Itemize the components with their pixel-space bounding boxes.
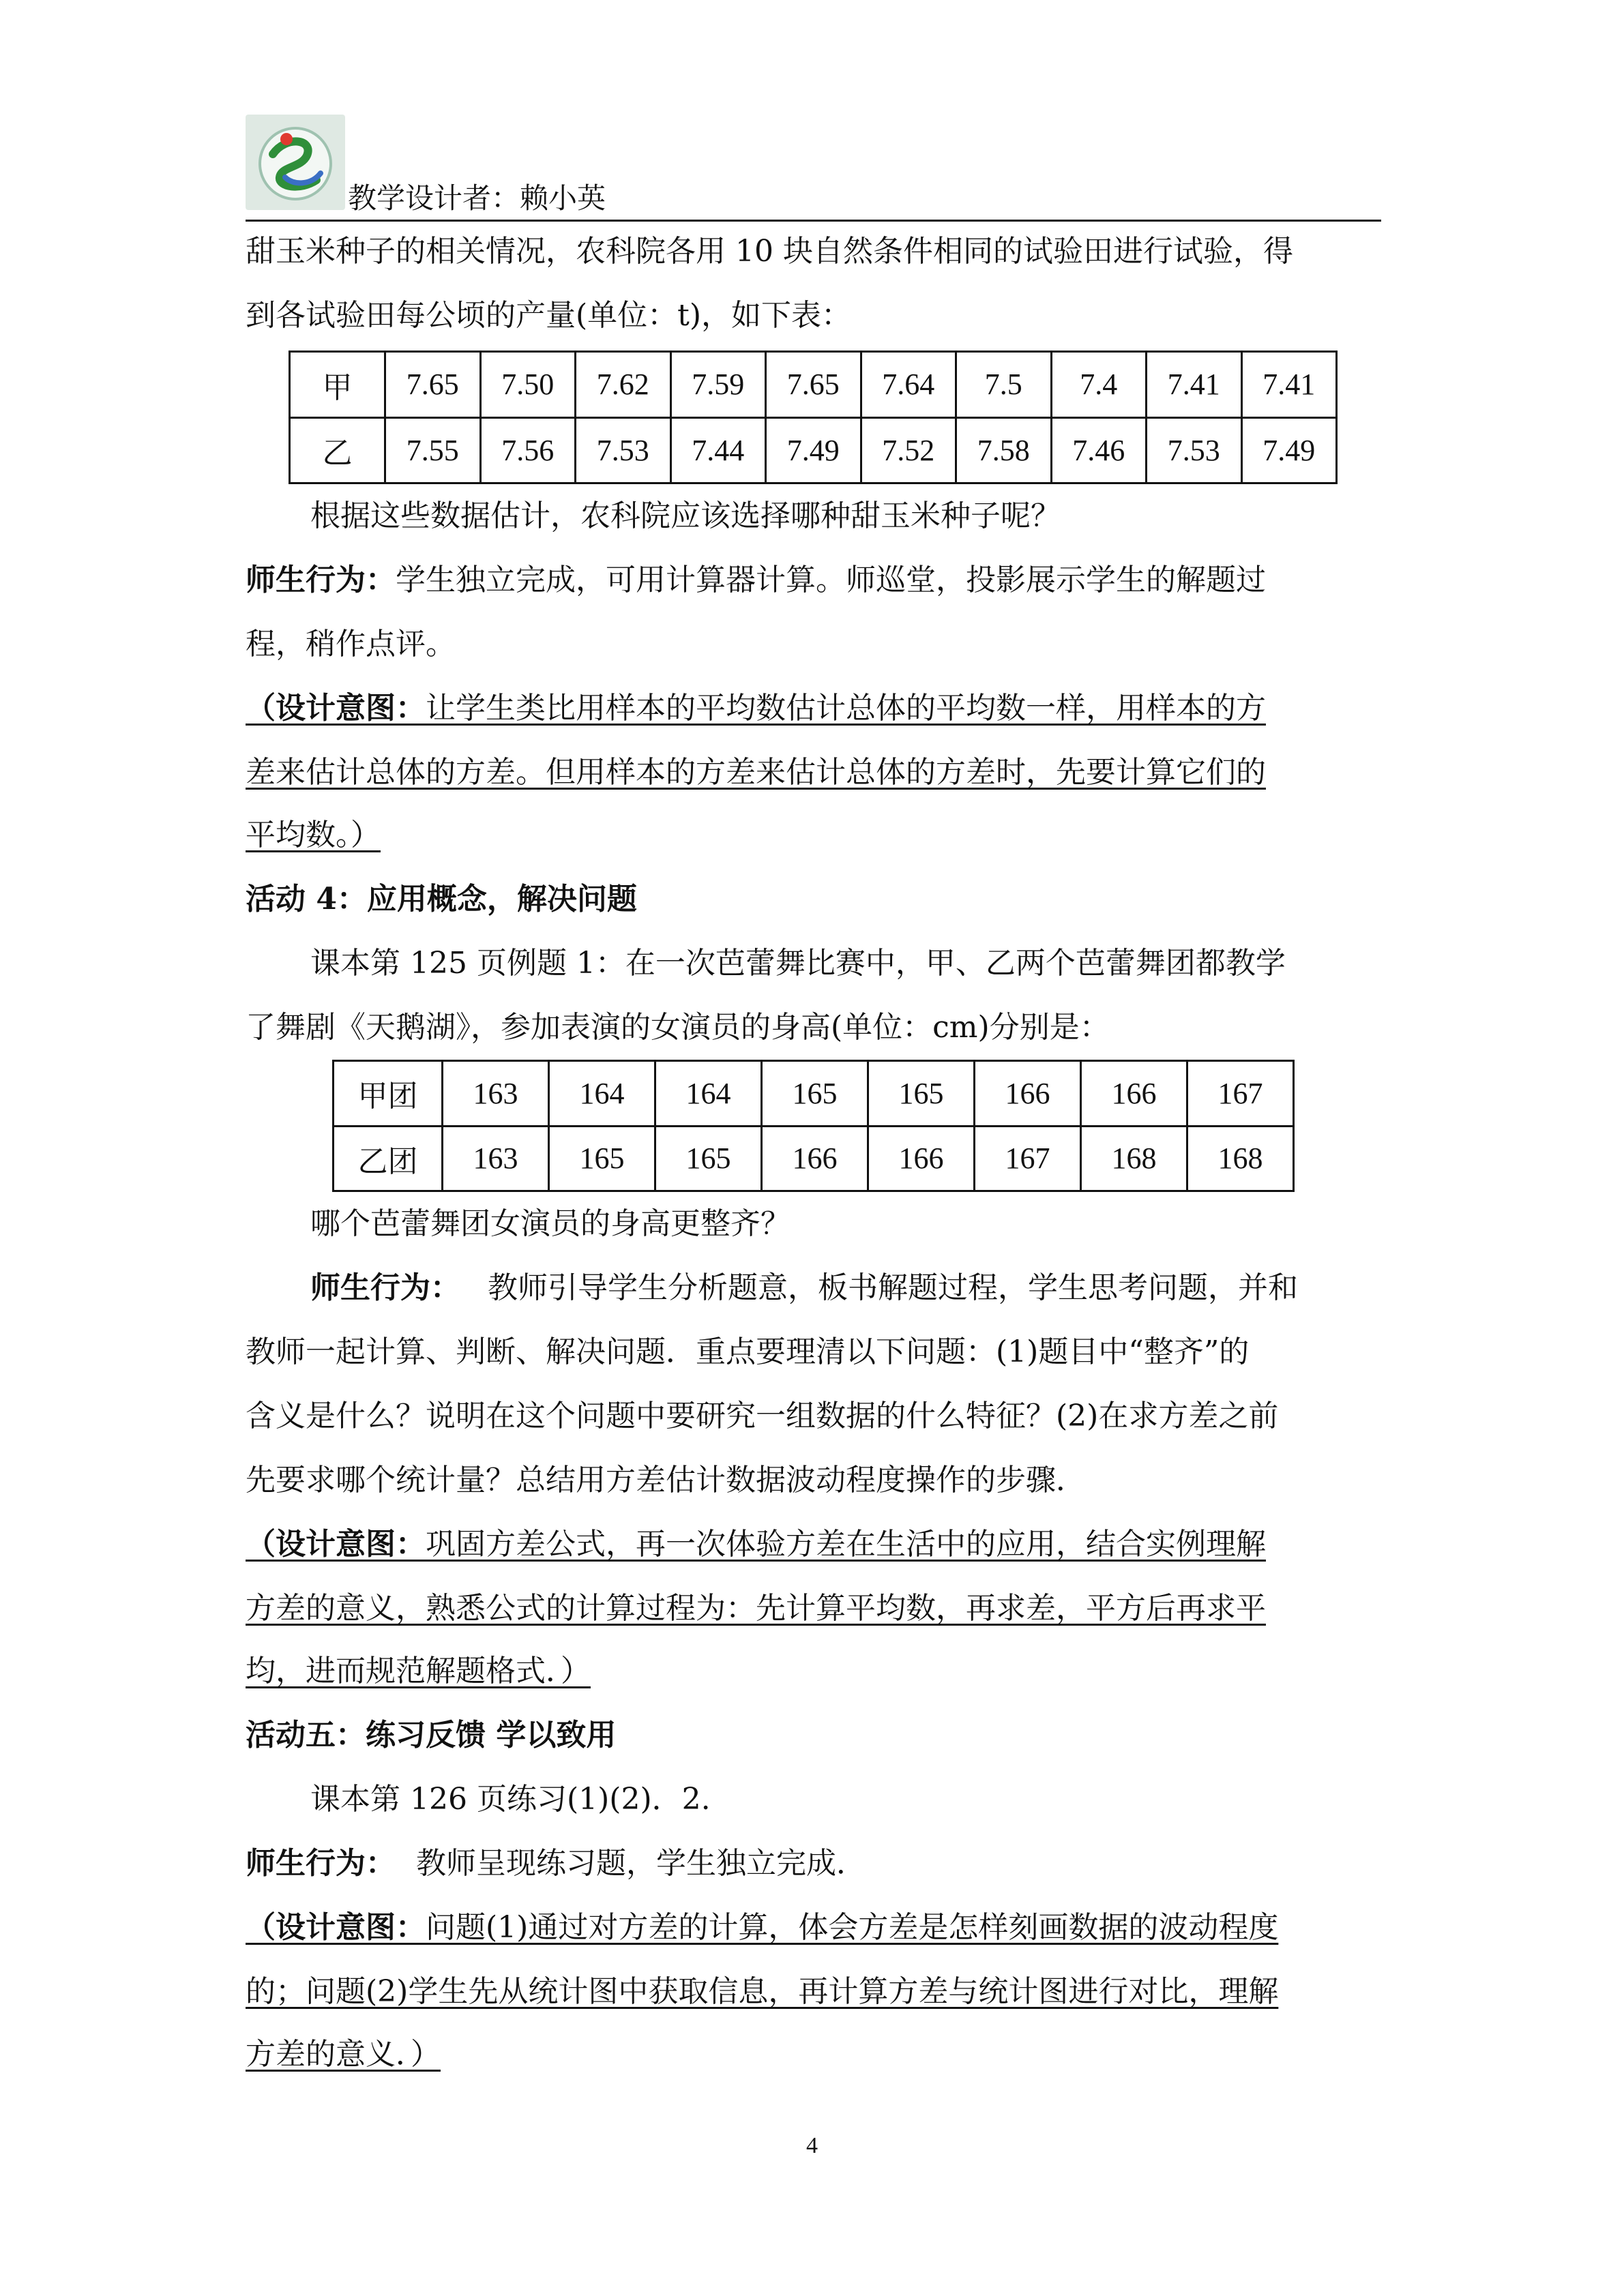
paragraph-text: 让学生类比用样本的平均数估计总体的平均数一样，用样本的方 (426, 691, 1266, 726)
row-label: 乙团 (334, 1126, 443, 1191)
behavior-label: 师生行为： (246, 563, 396, 597)
behavior-paragraph (310, 1268, 1381, 1308)
design-intent-label: （设计意图： (246, 1910, 426, 1945)
table-cell: 7.49 (766, 417, 861, 483)
table-row (334, 1126, 1294, 1191)
design-intent-label: （设计意图： (246, 691, 426, 726)
paragraph-line: 课本第 125 页例题 1：在一次芭蕾舞比赛中，甲、乙两个芭蕾舞团都教学 (310, 946, 1286, 981)
paragraph-line: 含义是什么？说明在这个问题中要研究一组数据的什么特征？(2)在求方差之前 (246, 1399, 1279, 1433)
paragraph-line: 甜玉米种子的相关情况，农科院各用 10 块自然条件相同的试验田进行试验，得 (246, 234, 1293, 269)
table-cell: 167 (1187, 1061, 1294, 1127)
table-cell: 7.56 (480, 417, 576, 483)
table-cell: 7.41 (1147, 352, 1242, 418)
behavior-paragraph (246, 561, 1381, 600)
table-cell: 7.44 (670, 417, 766, 483)
behavior-paragraph (246, 1844, 1381, 1883)
table-cell: 166 (868, 1126, 975, 1191)
paragraph-text: 教师呈现练习题，学生独立完成． (416, 1846, 866, 1881)
table-cell: 165 (549, 1126, 655, 1191)
behavior-label: 师生行为： (310, 1270, 460, 1305)
section-heading: 活动五：练习反馈 学以致用 (246, 1718, 617, 1753)
design-intent-paragraph (246, 689, 1381, 728)
paragraph-text: 方差的意义．） (246, 2037, 441, 2072)
row-label: 乙 (290, 417, 385, 483)
paragraph-text: 问题(1)通过对方差的计算，体会方差是怎样刻画数据的波动程度 (426, 1910, 1279, 1945)
design-intent-paragraph (246, 1525, 1381, 1564)
paragraph-line: 的；问题(2)学生先从统计图中获取信息，再计算方差与统计图进行对比，理解 (246, 1974, 1279, 2009)
paragraph-line: 程，稍作点评。 (246, 627, 456, 661)
table-cell: 165 (762, 1061, 868, 1127)
yield-table (289, 351, 1338, 484)
paragraph-text: 教师引导学生分析题意，板书解题过程，学生思考问题，并和 (488, 1270, 1298, 1305)
table-cell: 7.62 (576, 352, 671, 418)
table-cell: 168 (1081, 1126, 1187, 1191)
table-cell: 7.50 (480, 352, 576, 418)
table-cell: 164 (655, 1061, 762, 1127)
table-cell: 168 (1187, 1126, 1294, 1191)
table-cell: 167 (975, 1126, 1081, 1191)
paragraph-line: 差来估计总体的方差。但用样本的方差来估计总体的方差时，先要计算它们的 (246, 755, 1266, 790)
paragraph-line (246, 1652, 1381, 1691)
behavior-label: 师生行为： (246, 1846, 396, 1881)
design-intent-label: （设计意图： (246, 1527, 426, 1562)
question-line: 哪个芭蕾舞团女演员的身高更整齐？ (310, 1206, 791, 1241)
table-cell: 7.46 (1051, 417, 1147, 483)
table-cell: 7.58 (956, 417, 1052, 483)
header-divider (246, 220, 1381, 222)
logo (246, 115, 345, 210)
paragraph-line: 了舞剧《天鹅湖》，参加表演的女演员的身高(单位：cm)分别是： (246, 1010, 1110, 1045)
table-cell: 165 (655, 1126, 762, 1191)
height-table (332, 1060, 1295, 1192)
design-intent-paragraph (246, 1908, 1381, 1948)
table-cell: 7.65 (766, 352, 861, 418)
paragraph-line: 方差的意义，熟悉公式的计算过程为：先计算平均数，再求差，平方后再求平 (246, 1591, 1266, 1626)
table-cell: 166 (762, 1126, 868, 1191)
table-cell: 7.53 (576, 417, 671, 483)
table-cell: 7.41 (1241, 352, 1337, 418)
table-cell: 7.64 (861, 352, 956, 418)
table-cell: 7.5 (956, 352, 1052, 418)
paragraph-text: 平均数。） (246, 818, 381, 852)
table-row (334, 1061, 1294, 1127)
table-cell: 164 (549, 1061, 655, 1127)
table-cell: 7.52 (861, 417, 956, 483)
question-line: 根据这些数据估计，农科院应该选择哪种甜玉米种子呢？ (310, 498, 1061, 533)
table-row (290, 352, 1337, 418)
table-row (290, 417, 1337, 483)
table-cell: 7.49 (1241, 417, 1337, 483)
table-cell: 7.65 (385, 352, 481, 418)
section-heading: 活动 4：应用概念，解决问题 (246, 882, 637, 916)
paragraph-line: 到各试验田每公顷的产量(单位：t)，如下表： (246, 298, 852, 333)
paragraph-text: 均，进而规范解题格式．） (246, 1654, 591, 1688)
author-label: 教学设计者：赖小英 (348, 181, 606, 215)
paragraph-line (246, 2035, 1381, 2074)
page-number: 4 (806, 2133, 818, 2158)
table-cell: 163 (443, 1126, 549, 1191)
table-cell: 166 (1081, 1061, 1187, 1127)
paragraph-line (246, 816, 1381, 855)
table-cell: 166 (975, 1061, 1081, 1127)
paragraph-line: 课本第 126 页练习(1)(2)．2. (310, 1782, 711, 1817)
table-cell: 163 (443, 1061, 549, 1127)
table-cell: 7.53 (1147, 417, 1242, 483)
logo-mark-icon (246, 115, 345, 210)
table-cell: 7.55 (385, 417, 481, 483)
paragraph-text: 巩固方差公式，再一次体验方差在生活中的应用，结合实例理解 (426, 1527, 1266, 1562)
table-cell: 165 (868, 1061, 975, 1127)
row-label: 甲团 (334, 1061, 443, 1127)
paragraph-line: 先要求哪个统计量？总结用方差估计数据波动程度操作的步骤． (246, 1463, 1086, 1497)
paragraph-line: 教师一起计算、判断、解决问题．重点要理清以下问题：(1)题目中“整齐”的 (246, 1335, 1250, 1369)
table-cell: 7.4 (1051, 352, 1147, 418)
paragraph-text: 学生独立完成，可用计算器计算。师巡堂，投影展示学生的解题过 (396, 563, 1266, 597)
row-label: 甲 (290, 352, 385, 418)
table-cell: 7.59 (670, 352, 766, 418)
